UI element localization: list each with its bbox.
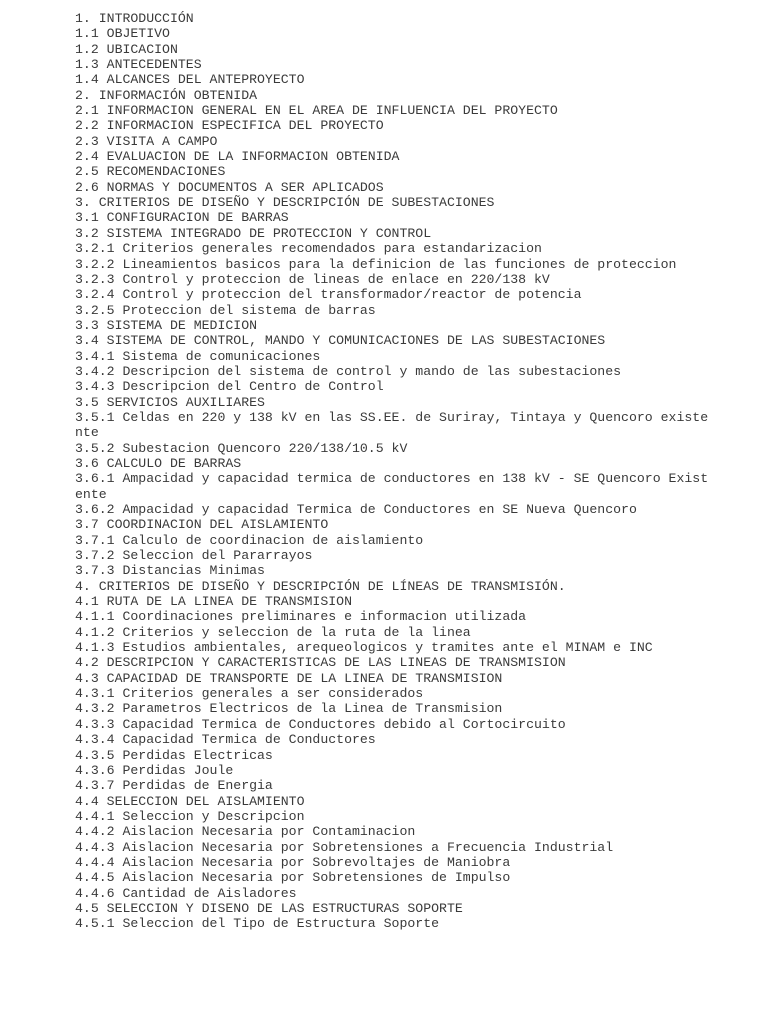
toc-line: 3.4.3 Descripcion del Centro de Control: [75, 379, 384, 395]
toc-line: 3.7.1 Calculo de coordinacion de aislamiento: [75, 532, 424, 548]
toc-line: 4.1.2 Criterios y seleccion de la ruta de la linea: [75, 624, 471, 640]
toc-line: 1. INTRODUCCIÓN: [75, 11, 194, 26]
toc-line: 4.5 SELECCION Y DISENO DE LAS ESTRUCTURAS SOPORTE: [75, 900, 463, 916]
toc-line: 3.5.1 Celdas en 220 y 138 kV en las SS.EE. de Suriray, Tintaya y Quencoro existe: [75, 409, 709, 425]
toc-line: 3.5 SERVICIOS AUXILIARES: [75, 394, 265, 410]
toc-line: 4.1 RUTA DE LA LINEA DE TRANSMISION: [75, 594, 352, 610]
toc-line: 4.3.6 Perdidas Joule: [75, 762, 234, 778]
toc-line: 3. CRITERIOS DE DISEÑO Y DESCRIPCIÓN DE SUBESTACIONES: [75, 195, 495, 211]
toc-line: 3.7 COORDINACION DEL AISLAMIENTO: [75, 517, 329, 533]
toc-line: 3.2.5 Proteccion del sistema de barras: [75, 302, 376, 318]
toc-line: 4.4.1 Seleccion y Descripcion: [75, 808, 305, 824]
toc-line: 4.3.2 Parametros Electricos de la Linea de Transmision: [75, 701, 503, 717]
toc-line: 4.4.5 Aislacion Necesaria por Sobretensiones de Impulso: [75, 870, 511, 886]
toc-line: 2.2 INFORMACION ESPECIFICA DEL PROYECTO: [75, 118, 384, 134]
toc-line: 4.4.3 Aislacion Necesaria por Sobretensiones a Frecuencia Industrial: [75, 839, 614, 855]
toc-line: 3.2.3 Control y proteccion de lineas de enlace en 220/138 kV: [75, 271, 550, 287]
toc-line: 2.1 INFORMACION GENERAL EN EL AREA DE INFLUENCIA DEL PROYECTO: [75, 103, 558, 119]
toc-line: 1.3 ANTECEDENTES: [75, 57, 202, 73]
toc-line: ente: [75, 486, 107, 502]
toc-line: 3.5.2 Subestacion Quencoro 220/138/10.5 kV: [75, 440, 408, 456]
toc-line: nte: [75, 425, 99, 441]
toc-line: 4.3.7 Perdidas de Energia: [75, 778, 273, 794]
toc-line: 3.4 SISTEMA DE CONTROL, MANDO Y COMUNICACIONES DE LAS SUBESTACIONES: [75, 333, 606, 349]
toc-line: 4.3.4 Capacidad Termica de Conductores: [75, 732, 376, 748]
toc-line: 4. CRITERIOS DE DISEÑO Y DESCRIPCIÓN DE LÍNEAS DE TRANSMISIÓN.: [75, 578, 566, 594]
toc-line: 3.2.4 Control y proteccion del transformador/reactor de potencia: [75, 287, 582, 303]
toc-line: 4.4.6 Cantidad de Aisladores: [75, 885, 297, 901]
toc-line: 4.1.1 Coordinaciones preliminares e informacion utilizada: [75, 609, 527, 625]
toc-line: 3.2.2 Lineamientos basicos para la definicion de las funciones de proteccion: [75, 256, 677, 272]
toc-line: 1.2 UBICACION: [75, 41, 178, 57]
toc-line: 2.5 RECOMENDACIONES: [75, 164, 226, 180]
toc-line: 4.3.5 Perdidas Electricas: [75, 747, 273, 763]
toc-line: 4.3 CAPACIDAD DE TRANSPORTE DE LA LINEA DE TRANSMISION: [75, 670, 503, 686]
toc-line: 4.5.1 Seleccion del Tipo de Estructura Soporte: [75, 916, 440, 932]
toc-line: 4.3.1 Criterios generales a ser considerados: [75, 686, 424, 702]
toc-line: 1.4 ALCANCES DEL ANTEPROYECTO: [75, 72, 305, 88]
document-text-body: [75, 11, 765, 932]
toc-line: 3.2 SISTEMA INTEGRADO DE PROTECCION Y CONTROL: [75, 225, 432, 241]
toc-line: 3.4.2 Descripcion del sistema de control y mando de las subestaciones: [75, 363, 622, 379]
toc-line: 4.1.3 Estudios ambientales, arequeologicos y tramites ante el MINAM e INC: [75, 640, 653, 656]
toc-line: 1.1 OBJETIVO: [75, 26, 170, 42]
toc-line: 3.3 SISTEMA DE MEDICION: [75, 317, 258, 333]
toc-line: 3.6.2 Ampacidad y capacidad Termica de Conductores en SE Nueva Quencoro: [75, 502, 637, 517]
toc-line: 3.6 CALCULO DE BARRAS: [75, 455, 242, 471]
toc-line: 3.6.1 Ampacidad y capacidad termica de conductores en 138 kV - SE Quencoro Exist: [75, 471, 709, 487]
toc-line: 4.3.3 Capacidad Termica de Conductores debido al Cortocircuito: [75, 716, 566, 732]
toc-line: 3.2.1 Criterios generales recomendados para estandarizacion: [75, 241, 542, 257]
toc-line: 2.4 EVALUACION DE LA INFORMACION OBTENIDA: [75, 149, 400, 165]
toc-line: 3.7.2 Seleccion del Pararrayos: [75, 548, 313, 564]
toc-line: 2. INFORMACIÓN OBTENIDA: [75, 87, 258, 103]
toc-line: 2.3 VISITA A CAMPO: [75, 133, 218, 149]
toc-line: 4.4 SELECCION DEL AISLAMIENTO: [75, 793, 305, 809]
toc-line: 3.7.3 Distancias Minimas: [75, 563, 265, 579]
toc-line: 2.6 NORMAS Y DOCUMENTOS A SER APLICADOS: [75, 179, 384, 195]
toc-line: 4.4.2 Aislacion Necesaria por Contaminacion: [75, 824, 416, 840]
toc-line: 4.2 DESCRIPCION Y CARACTERISTICAS DE LAS LINEAS DE TRANSMISION: [75, 655, 566, 671]
toc-line: 3.1 CONFIGURACION DE BARRAS: [75, 210, 289, 226]
toc-line: 3.4.1 Sistema de comunicaciones: [75, 348, 321, 364]
toc-line: 4.4.4 Aislacion Necesaria por Sobrevoltajes de Maniobra: [75, 854, 511, 870]
